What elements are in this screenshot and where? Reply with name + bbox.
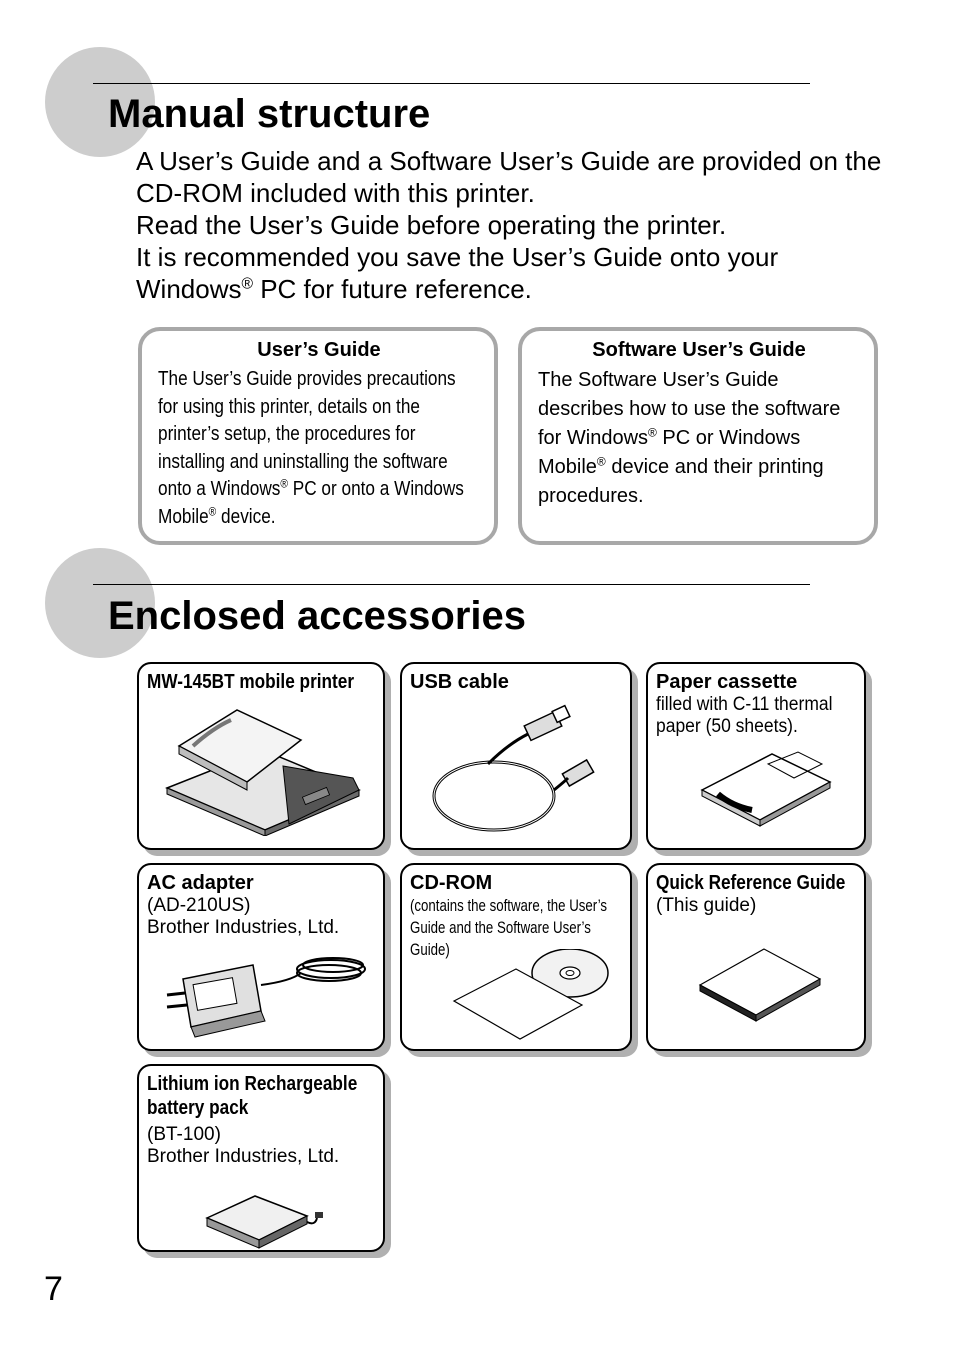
accessory-title: USB cable: [410, 671, 509, 693]
software-guide-description: The Software User’s Guide describes how to use the software for Windows® PC or Windows Mobile® device and their printing procedures.: [538, 369, 841, 507]
section-title-enclosed-accessories: Enclosed accessories: [108, 594, 527, 638]
accessory-title: CD-ROM: [410, 872, 493, 894]
accessory-card-printer: [137, 662, 385, 850]
users-guide-title: User’s Guide: [257, 339, 381, 361]
intro-line: Read the User’s Guide before operating the printer.: [136, 210, 727, 240]
users-guide-description: The User’s Guide provides precautions for using this printer, details on the printer’s setup, the procedures for installing and uninstalling the software onto a Windows® PC or onto a Windows Mobile® device.: [158, 368, 464, 528]
accessory-model: (AD-210US): [147, 895, 251, 916]
accessory-manufacturer: Brother Industries, Ltd.: [147, 1146, 340, 1167]
accessory-title: Paper cassette: [656, 671, 798, 693]
accessory-description: filled with C-11 thermal paper (50 sheets).: [656, 694, 833, 737]
accessory-description: (contains the software, the User’s Guide and the Software User’s Guide): [410, 896, 608, 959]
quick-guide-illustration: [698, 945, 828, 1025]
battery-pack-illustration: [203, 1192, 333, 1252]
accessory-manufacturer: Brother Industries, Ltd.: [147, 917, 340, 938]
intro-line: Windows® PC for future reference.: [136, 274, 532, 304]
accessory-card-battery-pack: [137, 1064, 385, 1252]
accessory-card-ac-adapter: [137, 863, 385, 1051]
section-rule: [93, 584, 810, 585]
accessory-description: (This guide): [656, 895, 757, 916]
accessory-title: Quick Reference Guide: [656, 872, 846, 894]
page-number: 7: [44, 1270, 63, 1308]
section-rule: [93, 83, 810, 84]
ac-adapter-illustration: [161, 955, 371, 1045]
accessory-card-paper-cassette: [646, 662, 866, 850]
accessory-title: AC adapter: [147, 872, 254, 894]
printer-illustration: [163, 706, 363, 836]
accessory-title: battery pack: [147, 1097, 249, 1119]
accessory-card-quick-reference-guide: [646, 863, 866, 1051]
accessory-title: MW-145BT mobile printer: [147, 671, 355, 693]
accessory-model: (BT-100): [147, 1124, 221, 1145]
users-guide-box: [138, 327, 498, 545]
software-guide-title: Software User’s Guide: [592, 339, 806, 361]
paper-cassette-illustration: [698, 750, 838, 830]
intro-line: A User’s Guide and a Software User’s Guide are provided on the CD-ROM included with this printer.: [136, 146, 882, 208]
accessory-card-usb-cable: [400, 662, 632, 850]
section-title-manual-structure: Manual structure: [108, 92, 431, 136]
intro-text: [136, 145, 896, 305]
usb-cable-illustration: [428, 704, 608, 844]
intro-line: It is recommended you save the User’s Guide onto your: [136, 242, 779, 272]
accessory-title: Lithium ion Rechargeable: [147, 1073, 358, 1095]
accessory-card-cd-rom: [400, 863, 632, 1051]
cd-rom-illustration: [450, 949, 620, 1045]
software-guide-box: [518, 327, 878, 545]
